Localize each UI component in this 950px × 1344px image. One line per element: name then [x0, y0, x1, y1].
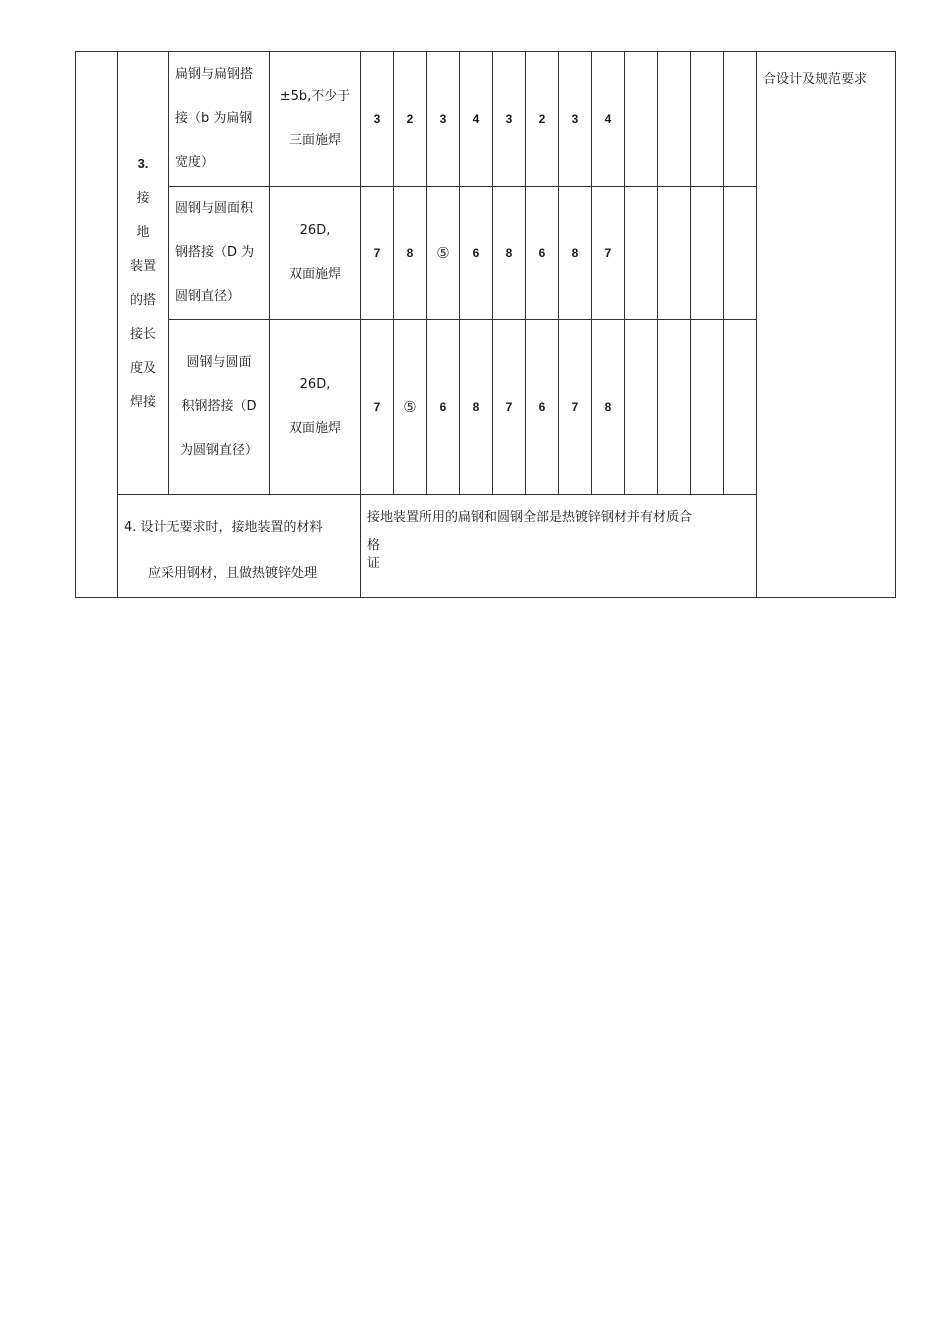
item-line: 为圆钢直径） [179, 443, 258, 458]
section4-requirement-cell [118, 495, 361, 598]
inspection-table [75, 51, 896, 598]
category-line: 地 [136, 224, 150, 240]
value-cell: 7 [592, 187, 625, 320]
result-line: 格 [367, 538, 381, 553]
value-cell [724, 52, 757, 187]
value-cell [658, 320, 691, 495]
category-cell [118, 52, 169, 495]
item-line: 宽度） [175, 155, 215, 170]
value-cell [691, 187, 724, 320]
item-line: 接（b 为扁钢 [175, 111, 253, 126]
value-cell: 8 [493, 187, 526, 320]
requirement-cell [270, 52, 361, 187]
category-line: 焊接 [129, 394, 156, 410]
requirement-line: 26D, [299, 377, 331, 392]
value-cell [625, 52, 658, 187]
requirement-line: 三面施焊 [288, 133, 341, 148]
value-cell: 6 [526, 320, 559, 495]
requirement-line: 双面施焊 [288, 421, 341, 436]
value-cell: 4 [592, 52, 625, 187]
item-line: 扁钢与扁钢搭 [175, 67, 254, 82]
value-cell [625, 320, 658, 495]
value-cell: 8 [559, 187, 592, 320]
requirement-cell [270, 320, 361, 495]
table-row [76, 52, 896, 187]
value-cell: ⑤ [427, 187, 460, 320]
item-cell [169, 320, 270, 495]
item-line: 圆钢与圆面积 [175, 201, 254, 216]
left-margin-cell [76, 52, 118, 598]
value-cell: 2 [526, 52, 559, 187]
item-line: 圆钢直径） [175, 289, 241, 304]
value-cell: 8 [460, 320, 493, 495]
category-line: 装置 [129, 258, 156, 274]
value-cell [691, 320, 724, 495]
section4-result-cell [361, 495, 757, 598]
value-cell: 3 [361, 52, 394, 187]
requirement-line: ±5b,不少于 [279, 89, 351, 104]
value-cell: 7 [559, 320, 592, 495]
category-line: 度及 [129, 360, 156, 376]
category-line: 接长 [129, 326, 156, 342]
value-cell: 6 [526, 187, 559, 320]
value-cell [724, 187, 757, 320]
item-line: 圆钢与圆面 [186, 355, 252, 370]
result-line: 证 [367, 556, 381, 571]
category-line: 接 [136, 190, 150, 206]
category-number: 3. [137, 155, 149, 171]
value-cell: 8 [592, 320, 625, 495]
requirement-line: 双面施焊 [288, 267, 341, 282]
item-line: 积钢搭接（D [181, 399, 257, 414]
value-cell: 3 [493, 52, 526, 187]
value-cell [658, 187, 691, 320]
remark-cell: 合设计及规范要求 [757, 52, 896, 598]
value-cell: 4 [460, 52, 493, 187]
category-line: 的搭 [129, 292, 156, 308]
value-cell [724, 320, 757, 495]
value-cell [658, 52, 691, 187]
result-line: 接地装置所用的扁钢和圆钢全部是热镀锌钢材并有材质合 [367, 510, 693, 525]
value-cell: 8 [394, 187, 427, 320]
value-cell [625, 187, 658, 320]
value-cell: 6 [427, 320, 460, 495]
value-cell: 7 [493, 320, 526, 495]
section4-line: 4. 设计无要求时，接地装置的材料 [124, 520, 323, 535]
requirement-line: 26D, [299, 223, 331, 238]
value-cell: 7 [361, 187, 394, 320]
value-cell: 3 [559, 52, 592, 187]
item-cell [169, 187, 270, 320]
value-cell: 7 [361, 320, 394, 495]
requirement-cell [270, 187, 361, 320]
section4-line: 应采用钢材，且做热镀锌处理 [148, 566, 318, 581]
value-cell: 6 [460, 187, 493, 320]
item-cell [169, 52, 270, 187]
value-cell: ⑤ [394, 320, 427, 495]
item-line: 钢搭接（D 为 [175, 245, 255, 260]
value-cell: 2 [394, 52, 427, 187]
value-cell [691, 52, 724, 187]
value-cell: 3 [427, 52, 460, 187]
